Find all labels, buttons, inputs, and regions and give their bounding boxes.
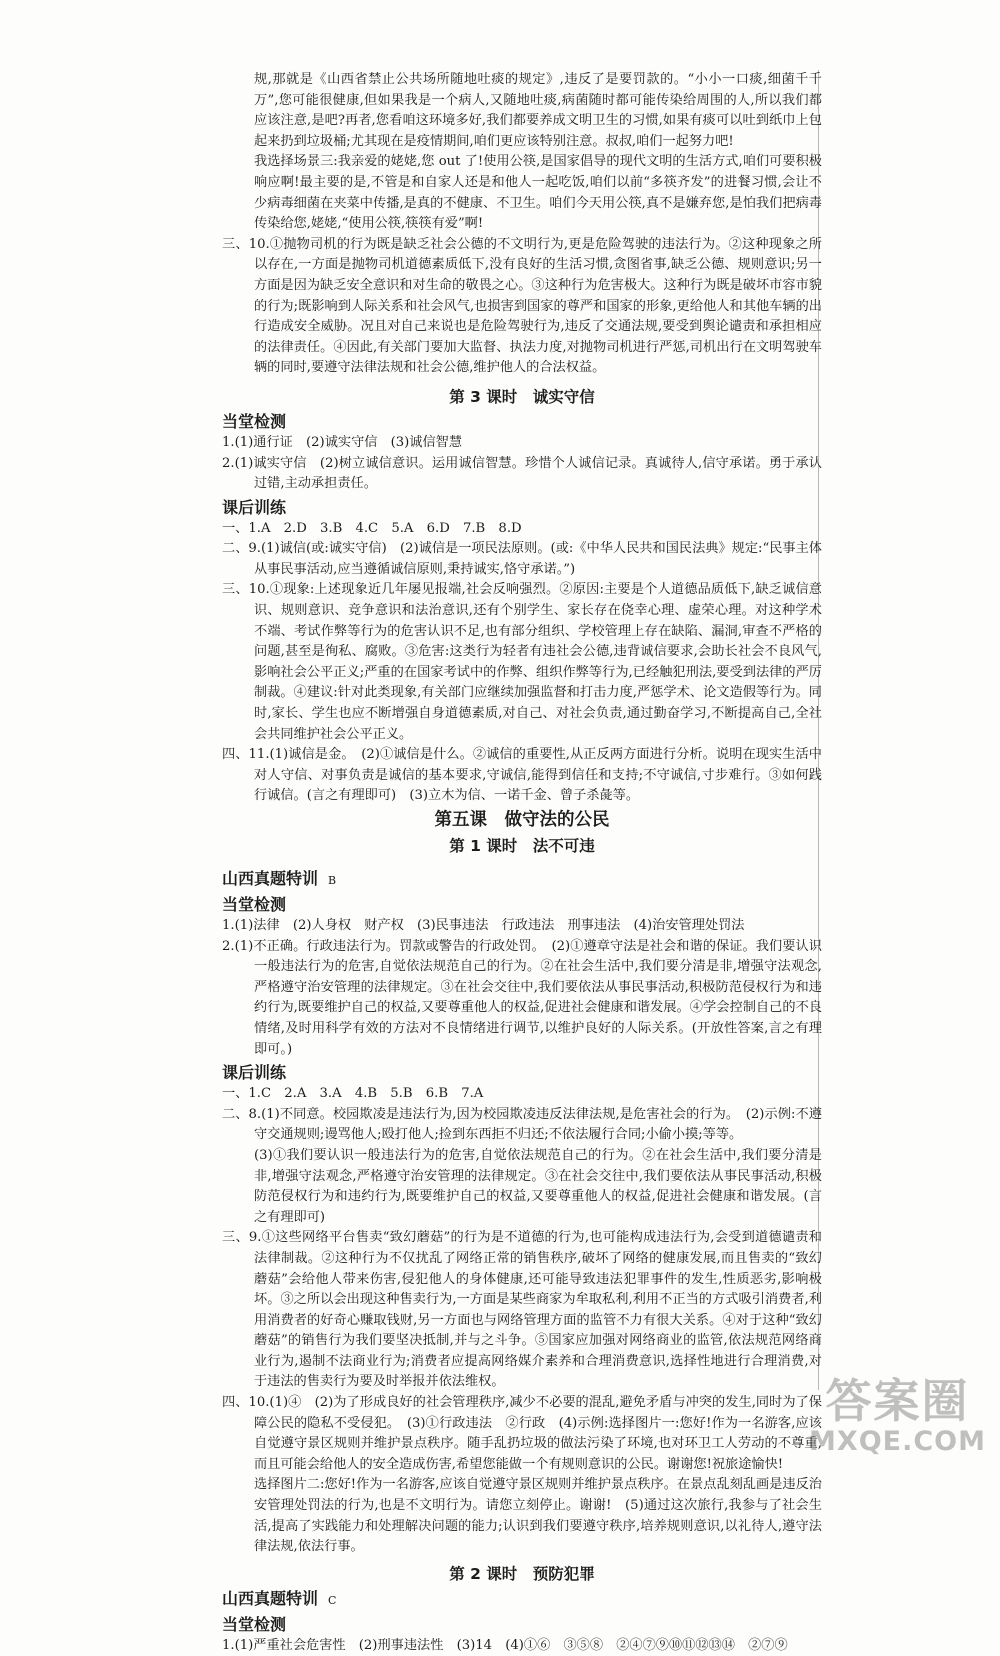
watermark-url: MXQE.COM — [809, 1426, 986, 1457]
answer-line: 1.(1)法律 (2)人身权 财产权 (3)民事违法 行政违法 刑事违法 (4)治安管理处罚法 — [222, 918, 745, 933]
section-heading: 课后训练 — [222, 497, 287, 517]
section-heading: 课后训练 — [222, 1063, 287, 1083]
lesson-title: 第 2 课时 预防犯罪 — [449, 1564, 595, 1583]
section-title: 山西真题特训 — [222, 1588, 319, 1608]
answer-line: 2.(1)不正确。行政违法行为。罚款或警告的行政处罚。 (2)①遵章守法是社会和谐的保证。我们要认识一般违法行为的危害,自觉依法规范自己的行为。②在社会生活中,我们要分清是非,增强守法观念,严格遵守治安管理的法律规定。③在社会交往中,我们要依法从事民事活动,积极防范侵权行为和违约行为,既要维护自己的权益,又要尊重他人的权益,促进社会健康和谐发展。④学会控制自己的不良情绪,及时用科学有效的方法对不良情绪进行调节,以维护良好的人际关系。(开放性答案,言之有理即可。) — [222, 938, 822, 1057]
watermark — [809, 1375, 986, 1457]
section-heading: 当堂检测 — [222, 1614, 287, 1634]
watermark-logo: 答案圈 — [825, 1374, 970, 1428]
paragraph: 规,那就是《山西省禁止公共场所随地吐痰的规定》,违反了是要罚款的。“小小一口痰,细菌千千万”,您可能很健康,但如果我是一个病人,又随地吐痰,病菌随时都可能传染给周围的人,所以我们都应该注意,是吧?再者,您看咱这环境多好,我们都要养成文明卫生的习惯,如果有痰可以吐到纸巾上包起来扔到垃圾桶;尤其现在是疫情期间,咱们更应该特别注意。叔叔,咱们一起努力吧! — [254, 72, 822, 149]
section-heading — [222, 1588, 822, 1612]
answer-line: 三、9.①这些网络平台售卖“致幻蘑菇”的行为是不道德的行为,也可能构成违法行为,会受到道德谴责和法律制裁。②这种行为不仅扰乱了网络正常的销售秩序,破坏了网络的健康发展,而且售卖的“致幻蘑菇”会给他人带来伤害,侵犯他人的身体健康,还可能导致违法犯罪事件的发生,性质恶劣,影响极坏。③之所以会出现这种售卖行为,一方面是某些商家为牟取私利,利用不正当的方式吸引消费者,利用消费者的好奇心赚取钱财,另一方面也与网络管理方面的监管不力有很大关系。④对于这种“致幻蘑菇”的销售行为我们要坚决抵制,并与之斗争。⑤国家应加强对网络商业的监管,依法规范网络商业行为,遏制不法商业行为;消费者应提高网络媒介素养和合理消费意识,选择性地进行合理消费,对于违法的售卖行为要及时举报并依法维权。 — [222, 1230, 822, 1390]
paragraph: 我选择场景三:我亲爱的姥姥,您 out 了!使用公筷,是国家倡导的现代文明的生活方式,咱们可要积极响应啊!最主要的是,不管是和自家人还是和他人一起吃饭,咱们以前“多筷齐发”的进餐习惯,会让不少病毒细菌在夹菜中传播,是真的不健康、不卫生。咱们今天用公筷,真不是嫌弃您,是怕我们把病毒传染给您,姥姥,“使用公筷,筷筷有爱”啊! — [254, 154, 822, 232]
unit-title: 第五课 做守法的公民 — [434, 810, 610, 830]
answer-line: 一、1.C 2.A 3.A 4.B 5.B 6.B 7.A — [222, 1086, 484, 1102]
answer-line: 四、11.(1)诚信是金。 (2)①诚信是什么。②诚信的重要性,从正反两方面进行分析。说明在现实生活中对人守信、对事负责是诚信的基本要求,守诚信,能得到信任和支持;不守诚信,寸步难行。③如何践行诚信。(言之有理即可) (3)立木为信、一诺千金、曾子杀彘等。 — [222, 747, 822, 804]
answer-line: 1.(1)通行证 (2)诚实守信 (3)诚信智慧 — [222, 434, 463, 450]
lesson-title: 第 3 课时 诚实守信 — [449, 387, 595, 406]
answer-line: 三、10.①现象:上述现象近几年屡见报端,社会反响强烈。②原因:主要是个人道德品质低下,缺乏诚信意识、规则意识、竞争意识和法治意识,还有个别学生、家长存在侥幸心理、虚荣心理。对这种学术不端、考试作弊等行为的危害认识不足,也有部分组织、学校管理上存在缺陷、漏洞,审查不严格的问题,甚至是徇私、腐败。③危害:这类行为轻者有违社会公德,违背诚信要求,会助长社会不良风气,影响社会公平正义;严重的在国家考试中的作弊、组织作弊等行为,已经触犯刑法,要受到法律的严厉制裁。④建议:针对此类现象,有关部门应继续加强监督和打击力度,严惩学术、论文造假等行为。同时,家长、学生也应不断增强自身道德素质,对自己、对社会负责,通过勤奋学习,不断提高自己,全社会共同维护社会公平正义。 — [222, 582, 822, 742]
section-heading: 当堂检测 — [222, 895, 287, 914]
answer-line: 1.(1)严重社会危害性 (2)刑事违法性 (3)14 (4)①⑥ ③⑤⑧ ②④⑦⑨⑩⑪⑫⑬⑭ ②⑦⑨ — [222, 1637, 788, 1653]
question-answer: 三、10.①抛物司机的行为既是缺乏社会公德的不文明行为,更是危险驾驶的违法行为。②这种现象之所以存在,一方面是抛物司机道德素质低下,没有良好的生活习惯,贪图省事,缺乏公德、规则意识;另一方面是因为缺乏安全意识和对生命的敬畏之心。③这种行为危害极大。这种行为既是破坏市容市貌的行为;既影响到人际关系和社会风气,也损害到国家的尊严和国家的形象,更给他人和其他车辆的出行造成安全威胁。况且对自己来说也是危险驾驶行为,违反了交通法规,要受到舆论谴责和承担相应的法律责任。④因此,有关部门要加大监督、执法力度,对抛物司机进行严惩,司机出行在文明驾驶车辆的同时,要遵守法律法规和社会公德,维护他人的合法权益。 — [222, 236, 822, 376]
answer-line: 一、1.A 2.D 3.B 4.C 5.A 6.D 7.B 8.D — [222, 520, 522, 536]
answer-line: 二、9.(1)诚信(或:诚实守信) (2)诚信是一项民法原则。(或:《中华人民共和国民法典》规定:“民事主体从事民事活动,应当遵循诚信原则,秉持诚实,恪守承诺。”) — [222, 541, 822, 577]
answer-line: 四、10.(1)④ (2)为了形成良好的社会管理秩序,减少不必要的混乱,避免矛盾与冲突的发生,同时为了保障公民的隐私不受侵犯。 (3)①行政违法 ②行政 (4)示例:选择图片一:您好!作为一名游客,应该自觉遵守景区规则并维护景点秩序。随手乱扔垃圾的做法污染了环境,也对环卫工人劳动的不尊重,而且可能会给他人的安全造成伤害,希望您能做一个有规则意识的公民。谢谢您!祝旅途愉快! — [222, 1395, 822, 1472]
section-heading: 当堂检测 — [222, 411, 287, 431]
lesson-title: 第 1 课时 法不可违 — [449, 837, 595, 855]
section-title: 山西真题特训 — [222, 869, 319, 888]
answer-line: 2.(1)诚实守信 (2)树立诚信意识。运用诚信智慧。珍惜个人诚信记录。真诚待人,信守承诺。勇于承认过错,主动承担责任。 — [222, 455, 822, 492]
answer-line: 二、8.(1)不同意。校园欺凌是违法行为,因为校园欺凌违反法律法规,是危害社会的行为。 (2)示例:不遵守交通规则;谩骂他人;殴打他人;捡到东西拒不归还;不依法履行合同;小偷小摸;等等。 — [222, 1106, 822, 1143]
answer-mark: C — [328, 1593, 337, 1607]
section-heading — [222, 868, 822, 892]
answer-mark: B — [328, 874, 337, 887]
answer-page — [222, 70, 822, 1656]
answer-line: (3)①我们要认识一般违法行为的危害,自觉依法规范自己的行为。②在社会生活中,我们要分清是非,增强守法观念,严格遵守治安管理的法律规定。③在社会交往中,我们要依法从事民事活动,积极防范侵权行为和违约行为,既要维护自己的权益,又要尊重他人的权益,促进社会健康和谐发展。(言之有理即可) — [254, 1147, 822, 1225]
answer-line: 选择图片二:您好!作为一名游客,应该自觉遵守景区规则并维护景点秩序。在景点乱刻乱画是违反治安管理处罚法的行为,也是不文明行为。请您立刻停止。谢谢! (5)通过这次旅行,我参与了社会生活,提高了实践能力和处理解决问题的能力;认识到我们要遵守秩序,培养规则意识,以礼待人,遵守法律法规,依法行事。 — [254, 1477, 822, 1555]
